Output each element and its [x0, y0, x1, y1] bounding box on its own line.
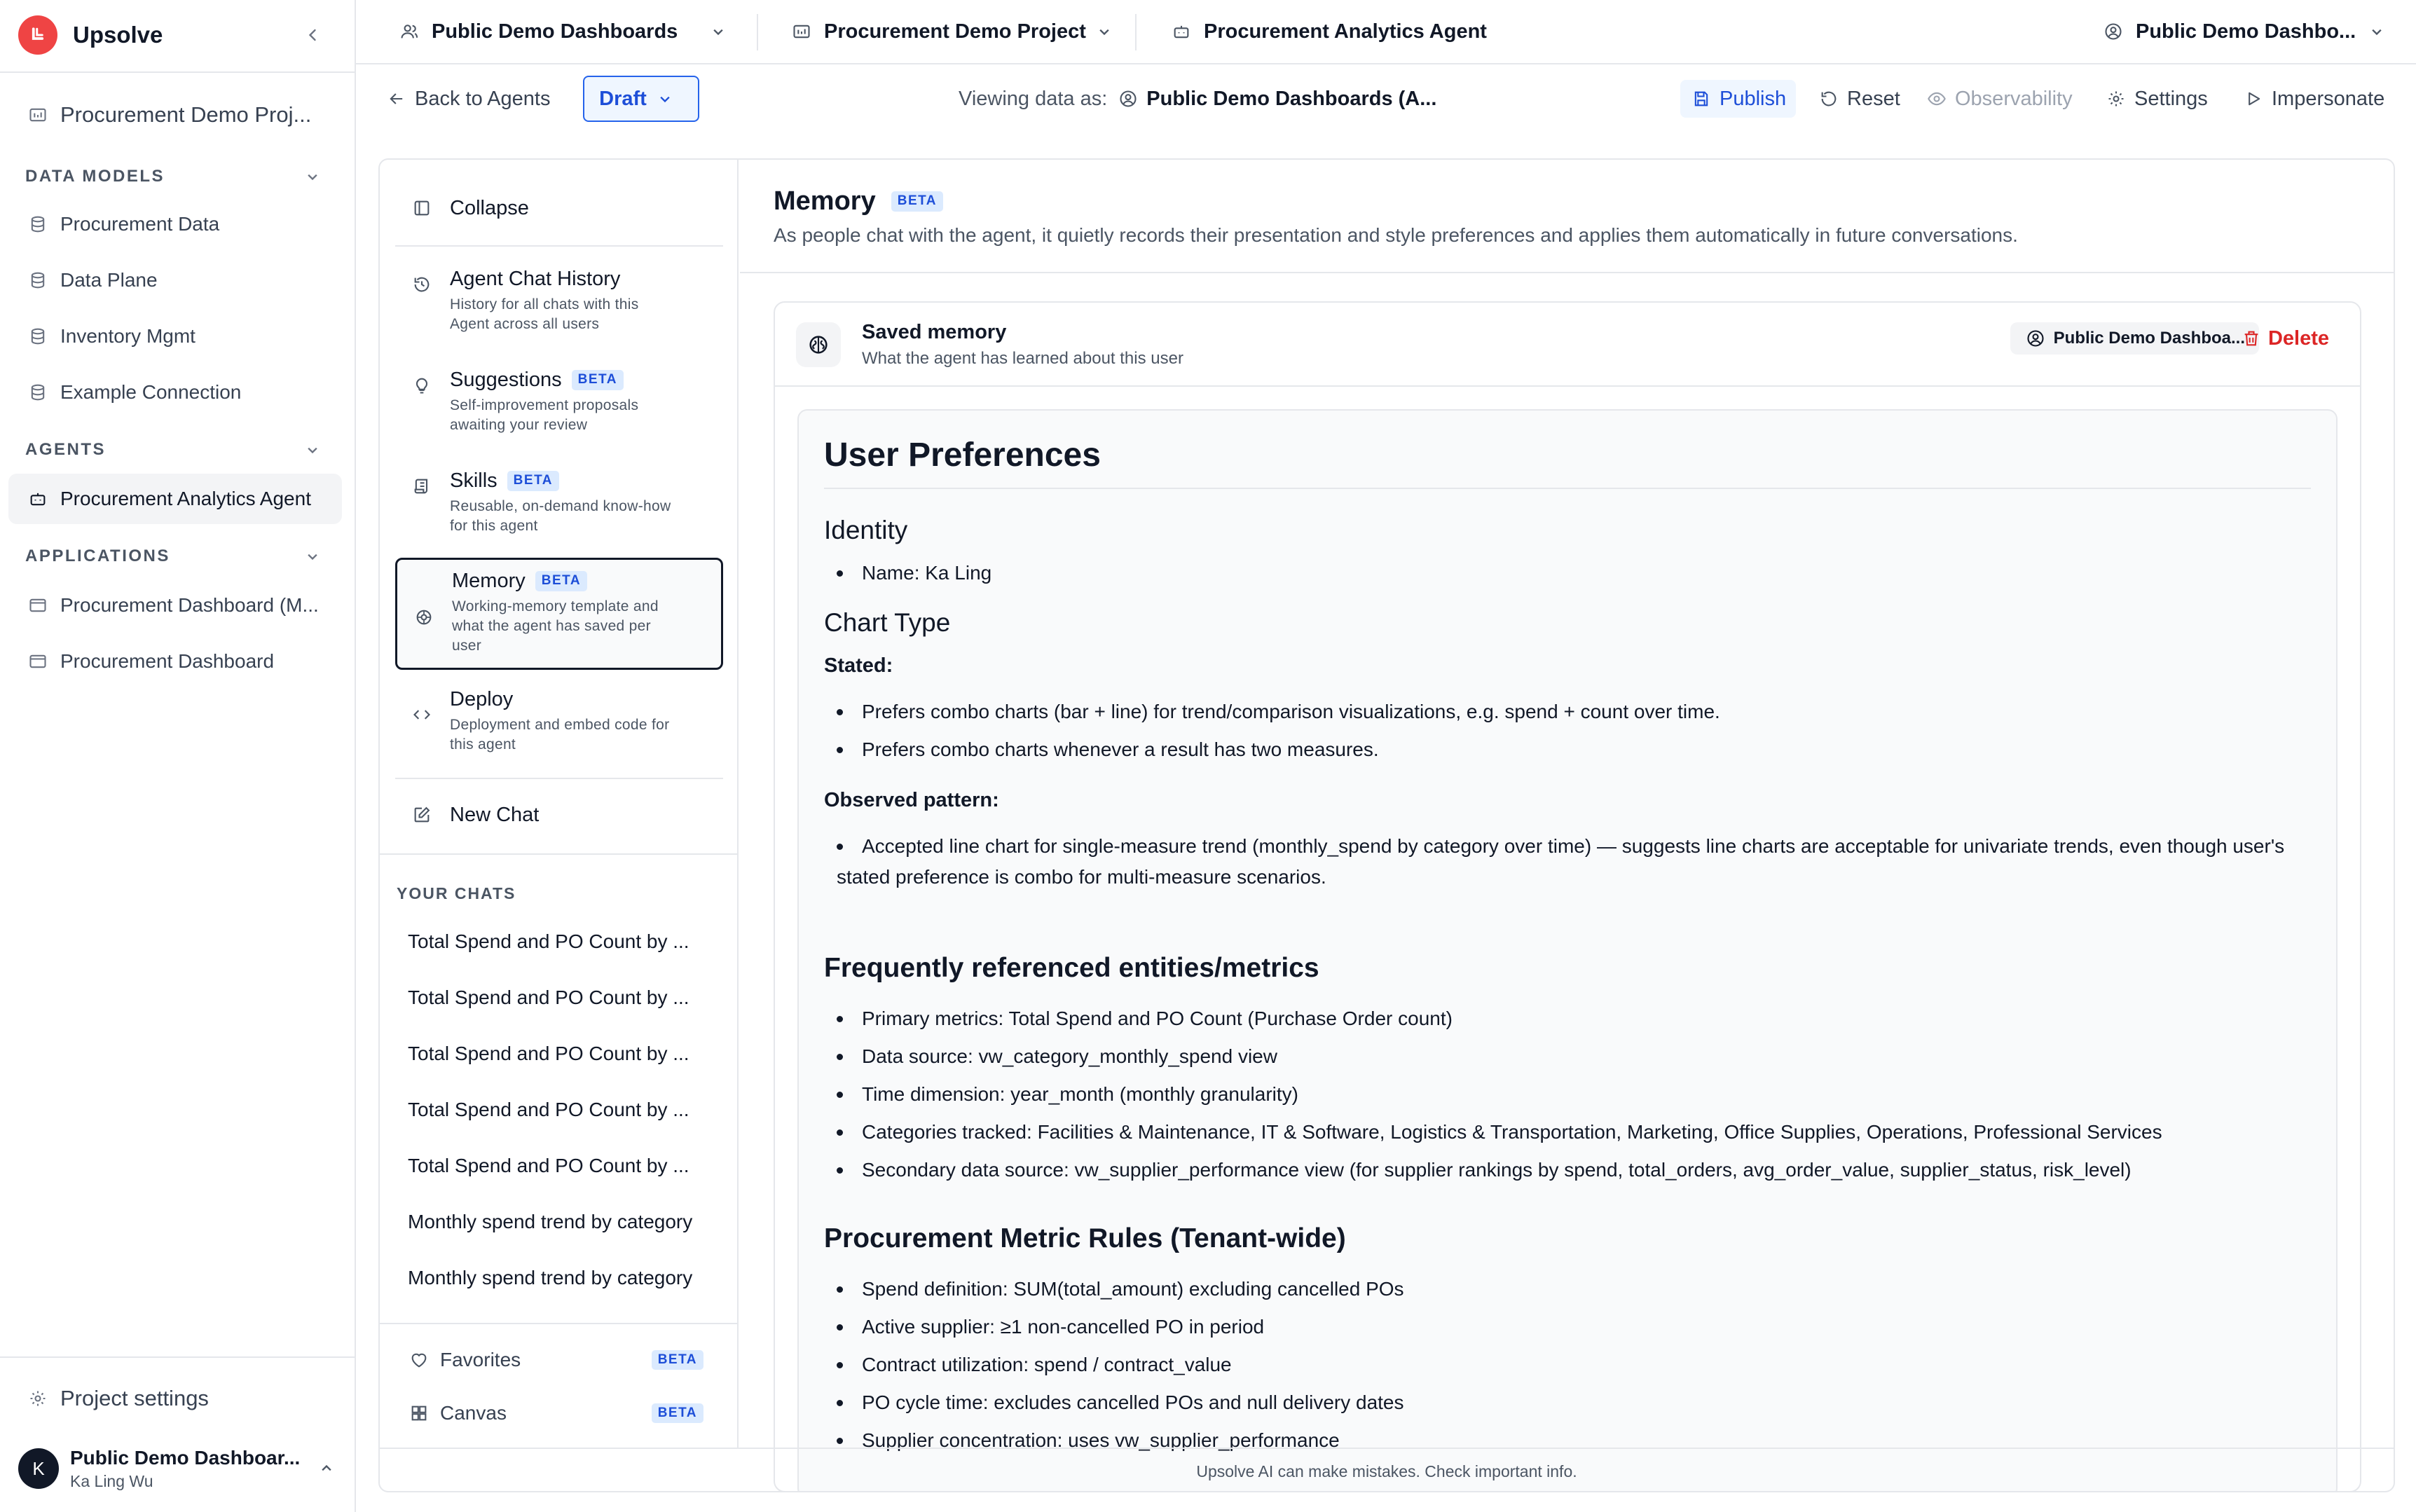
card-subtitle: What the agent has learned about this user [862, 349, 1183, 368]
code-icon [411, 703, 433, 726]
settings-label: Settings [2134, 87, 2208, 110]
sidebar-item-label: Data Plane [60, 269, 158, 291]
sidebar-item-procurement-dashboard[interactable] [8, 636, 342, 687]
chat-item[interactable]: Monthly spend trend by category [408, 1211, 693, 1232]
user-circle-icon [2102, 20, 2125, 43]
project-settings-label: Project settings [60, 1386, 209, 1410]
favorites-label: Favorites [440, 1349, 521, 1370]
nav-title: Deploy [450, 688, 514, 710]
sidebar-item-label: Inventory Mgmt [60, 325, 195, 347]
new-chat-label: New Chat [450, 803, 540, 826]
chevron-down-icon [2366, 20, 2388, 43]
impersonate-label: Impersonate [2272, 87, 2385, 110]
chevron-down-icon [654, 88, 676, 110]
nav-title: Skills [450, 469, 497, 492]
settings-button[interactable] [2105, 77, 2208, 121]
nav-subtitle: for this agent [450, 518, 538, 534]
doc-section-heading: Procurement Metric Rules (Tenant-wide) [824, 1223, 1346, 1253]
chat-item[interactable]: Total Spend and PO Count by ... [408, 987, 689, 1008]
grid-icon [408, 1402, 430, 1424]
section-label: AGENTS [25, 440, 107, 459]
nav-title: Suggestions [450, 369, 562, 391]
viewing-label: Viewing data as: [959, 87, 1108, 110]
database-icon [27, 269, 49, 291]
memory-view [740, 160, 2394, 1451]
brain-icon [796, 322, 841, 367]
memory-title: Memory [774, 186, 876, 216]
chat-item[interactable]: Total Spend and PO Count by ... [408, 1155, 689, 1176]
app-window-icon [27, 594, 49, 617]
delete-label: Delete [2267, 327, 2329, 350]
app-window-icon [27, 650, 49, 673]
reset-button[interactable] [1818, 77, 1900, 121]
org-name: Public Demo Dashboards [432, 20, 678, 43]
sidebar-item-label: Procurement Dashboard (M... [60, 594, 319, 616]
list-item: Spend definition: SUM(total_amount) excluding cancelled POs [862, 1274, 2297, 1305]
database-icon [27, 381, 49, 404]
back-label: Back to Agents [415, 87, 551, 110]
sidebar-item-example-connection[interactable] [8, 367, 342, 418]
collapse-button[interactable] [395, 185, 723, 231]
nav-memory[interactable] [395, 558, 723, 670]
project-name: Procurement Demo Proj... [60, 102, 312, 127]
sidebar-project[interactable] [8, 90, 342, 140]
edit-icon [411, 804, 433, 826]
user-subtitle: Ka Ling Wu [70, 1471, 153, 1490]
chevron-down-icon [1093, 20, 1116, 43]
beta-badge: BETA [652, 1350, 703, 1370]
action-bar [356, 64, 2416, 133]
page-title [774, 186, 943, 217]
section-agents[interactable] [25, 439, 324, 461]
list-item: Secondary data source: vw_supplier_performance view (for supplier rankings by spend, total_orders, avg_order_value, supplier_status, risk_level) [862, 1155, 2297, 1185]
list-item: Contract utilization: spend / contract_value [862, 1349, 2297, 1380]
collapse-label: Collapse [450, 196, 529, 219]
agent-panel [378, 158, 2395, 1492]
sidebar-item-label: Example Connection [60, 381, 242, 403]
upsolve-logo-icon [18, 15, 57, 55]
sidebar-item-procurement-analytics-agent[interactable] [8, 474, 342, 524]
account-name: Public Demo Dashbo... [2136, 20, 2356, 43]
chevron-down-icon [301, 439, 324, 461]
observability-label: Observability [1955, 87, 2073, 110]
heart-icon [408, 1349, 430, 1371]
nav-subtitle: user [452, 638, 482, 654]
memory-user-select[interactable] [2010, 322, 2259, 355]
doc-section-heading: Frequently referenced entities/metrics [824, 953, 1319, 983]
gear-icon [27, 1387, 49, 1410]
draft-status-dropdown[interactable] [583, 76, 699, 122]
canvas-link[interactable] [408, 1396, 703, 1431]
nav-agent-chat-history[interactable] [395, 258, 723, 352]
list-item: Time dimension: year_month (monthly granularity) [862, 1079, 2297, 1110]
left-sidebar [0, 0, 356, 1512]
sidebar-item-label: Procurement Dashboard [60, 650, 275, 672]
brand[interactable] [18, 15, 163, 55]
section-applications[interactable] [25, 545, 324, 568]
sidebar-item-data-plane[interactable] [8, 255, 342, 305]
sidebar-item-procurement-dashboard-m[interactable] [8, 580, 342, 631]
list-item: Accepted line chart for single-measure trend (monthly_spend by category over time) — suggests line charts are acceptable for univariate trends, even though user's stated preference is combo for multi-measure scenarios. [837, 831, 2297, 893]
beta-badge: BETA [535, 571, 587, 591]
brain-icon [413, 606, 435, 628]
section-data-models[interactable] [25, 165, 324, 188]
list-item: Name: Ka Ling [862, 558, 2297, 589]
nav-title: Memory [452, 570, 526, 592]
chevron-down-icon [301, 165, 324, 188]
sidebar-item-label: Procurement Data [60, 213, 220, 235]
chat-item[interactable]: Monthly spend trend by category [408, 1267, 693, 1288]
agent-name: Procurement Analytics Agent [1204, 20, 1487, 43]
publish-button[interactable] [1680, 80, 1796, 118]
brand-name: Upsolve [73, 22, 163, 48]
card-title: Saved memory [862, 321, 1007, 343]
chat-item[interactable]: Total Spend and PO Count by ... [408, 930, 689, 952]
memory-document [797, 409, 2338, 1492]
nav-subtitle: Deployment and embed code for [450, 717, 670, 733]
disclaimer-footer: Upsolve AI can make mistakes. Check important info. [380, 1448, 2394, 1492]
reset-icon [1818, 88, 1840, 110]
user-menu[interactable] [18, 1443, 338, 1494]
project-switcher[interactable] [790, 0, 1127, 63]
viewing-data-as[interactable] [959, 77, 1436, 121]
doc-section-heading: Chart Type [824, 608, 951, 637]
list-item: PO cycle time: excludes cancelled POs and null delivery dates [862, 1387, 2297, 1418]
nav-subtitle: Agent across all users [450, 316, 600, 332]
publish-label: Publish [1720, 87, 1787, 110]
account-switcher[interactable] [2102, 0, 2399, 63]
list-item: Data source: vw_category_monthly_spend view [862, 1041, 2297, 1072]
doc-heading: User Preferences [824, 437, 1101, 474]
back-to-agents-button[interactable] [385, 77, 550, 121]
section-label: APPLICATIONS [25, 547, 170, 565]
viewing-value: Public Demo Dashboards (A... [1146, 87, 1437, 110]
nav-subtitle: Working-memory template and [452, 598, 659, 614]
sidebar-item-inventory-mgmt[interactable] [8, 311, 342, 362]
beta-badge: BETA [507, 471, 559, 491]
scroll-icon [411, 475, 433, 497]
new-chat-button[interactable] [395, 792, 723, 838]
user-pill-label: Public Demo Dashboa... [2053, 329, 2245, 348]
beta-badge: BETA [891, 191, 943, 212]
list-item: Prefers combo charts whenever a result has two measures. [862, 734, 2297, 765]
agent-breadcrumb[interactable] [1170, 0, 1487, 63]
nav-skills[interactable] [395, 460, 723, 554]
list-item: Supplier concentration: uses vw_supplier_performance [862, 1425, 2297, 1456]
doc-section-heading: Identity [824, 516, 908, 544]
nav-deploy[interactable] [395, 678, 723, 772]
status-label: Draft [599, 87, 647, 110]
nav-subtitle: Self-improvement proposals [450, 397, 639, 413]
nav-suggestions[interactable] [395, 359, 723, 453]
arrow-left-icon [385, 88, 408, 110]
memory-description: As people chat with the agent, it quietly records their presentation and style preferences and applies them automatically in future conversations. [774, 224, 2018, 246]
chevron-down-icon [707, 20, 729, 43]
database-icon [27, 213, 49, 235]
observability-button[interactable] [1926, 77, 2073, 121]
doc-label: Stated: [824, 654, 893, 677]
org-switcher[interactable] [398, 0, 741, 63]
beta-badge: BETA [652, 1403, 703, 1424]
agent-nav [380, 160, 739, 1448]
user-circle-icon [1117, 88, 1139, 110]
nav-subtitle: History for all chats with this [450, 296, 639, 312]
doc-label: Observed pattern: [824, 789, 999, 811]
history-icon [411, 273, 433, 296]
section-label: DATA MODELS [25, 167, 165, 186]
play-icon [2242, 88, 2265, 110]
favorites-link[interactable] [408, 1342, 703, 1377]
database-icon [27, 325, 49, 348]
lightbulb-icon [411, 374, 433, 397]
chat-item[interactable]: Total Spend and PO Count by ... [408, 1099, 689, 1120]
user-name: Public Demo Dashboar... [70, 1446, 301, 1469]
sidebar-item-procurement-data[interactable] [8, 199, 342, 249]
project-icon [790, 20, 813, 43]
canvas-label: Canvas [440, 1402, 507, 1424]
avatar: K [18, 1448, 59, 1489]
nav-subtitle: Reusable, on-demand know-how [450, 498, 671, 514]
nav-subtitle: this agent [450, 736, 516, 752]
panel-collapse-icon [411, 197, 433, 219]
trash-icon [2240, 327, 2263, 350]
project-icon [27, 104, 49, 126]
list-item: Categories tracked: Facilities & Maintenance, IT & Software, Logistics & Transportation, Marketing, Office Supplies, Operations, Professional Services [862, 1117, 2297, 1148]
sidebar-item-label: Procurement Analytics Agent [60, 488, 311, 509]
project-name: Procurement Demo Project [824, 20, 1086, 43]
impersonate-button[interactable] [2242, 77, 2384, 121]
bot-icon [1170, 20, 1193, 43]
list-item: Primary metrics: Total Spend and PO Count (Purchase Order count) [862, 1003, 2297, 1034]
chevron-down-icon [301, 545, 324, 568]
top-bar [356, 0, 2416, 64]
list-item: Prefers combo charts (bar + line) for trend/comparison visualizations, e.g. spend + count over time. [862, 696, 2297, 727]
card-header [775, 303, 2360, 387]
collapse-sidebar-icon[interactable] [301, 24, 324, 46]
users-icon [398, 20, 420, 43]
user-circle-icon [2024, 327, 2047, 350]
list-item: Active supplier: ≥1 non-cancelled PO in period [862, 1312, 2297, 1342]
chat-item[interactable]: Total Spend and PO Count by ... [408, 1043, 689, 1064]
saved-memory-card [774, 301, 2361, 1492]
delete-memory-button[interactable] [2240, 322, 2329, 355]
project-settings-link[interactable] [8, 1373, 342, 1424]
bot-icon [27, 488, 49, 510]
eye-icon [1926, 88, 1948, 110]
save-icon [1690, 88, 1713, 110]
chevron-up-icon [315, 1457, 338, 1480]
your-chats-heading: YOUR CHATS [397, 884, 516, 902]
beta-badge: BETA [572, 370, 624, 390]
nav-title: Agent Chat History [450, 268, 621, 290]
nav-subtitle: what the agent has saved per [452, 618, 651, 634]
nav-subtitle: awaiting your review [450, 417, 588, 433]
gear-icon [2105, 88, 2127, 110]
reset-label: Reset [1847, 87, 1900, 110]
